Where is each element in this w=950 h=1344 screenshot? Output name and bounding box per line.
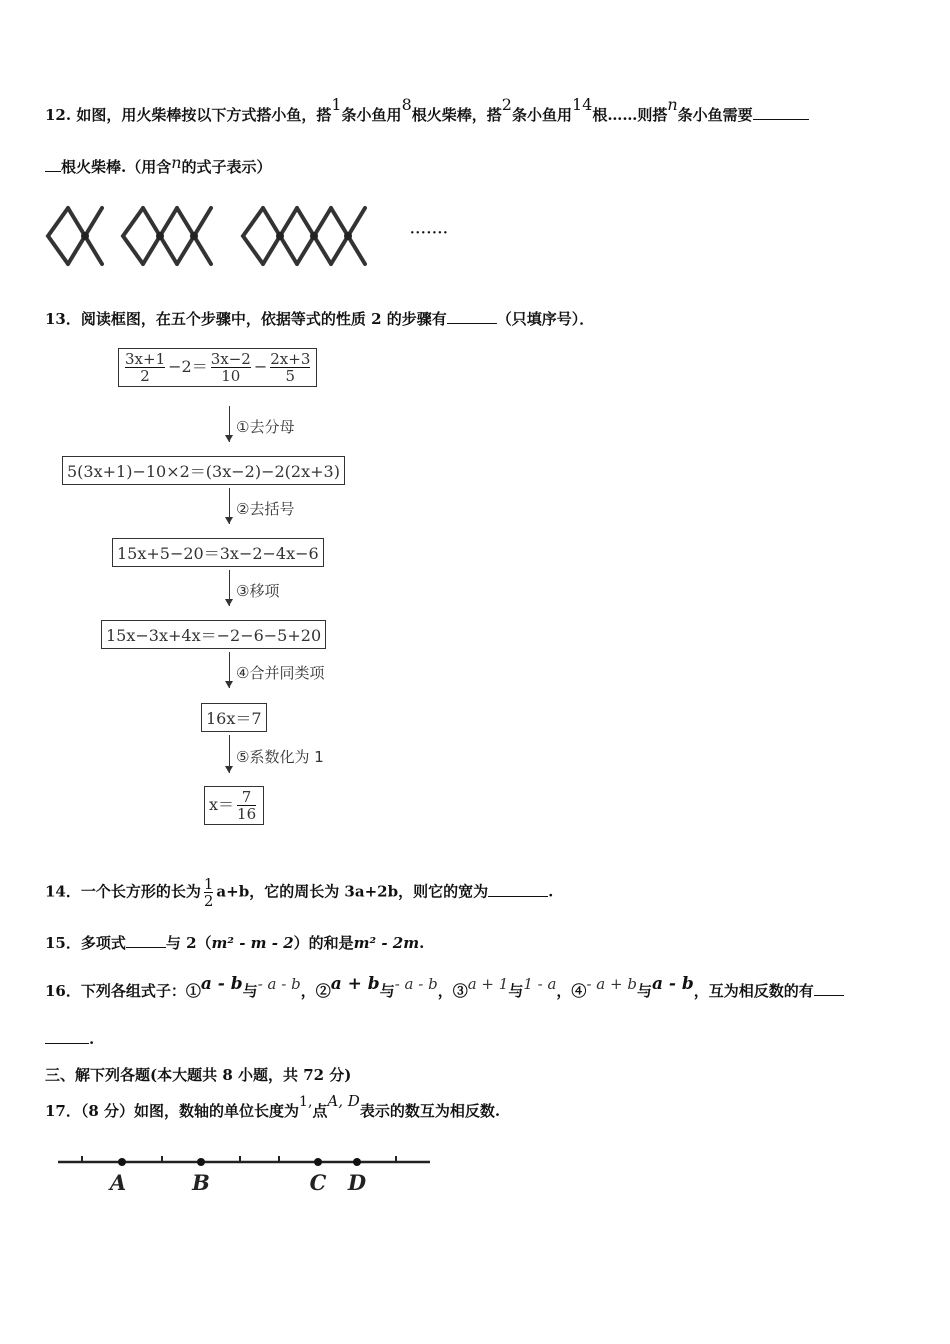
answer-blank[interactable] xyxy=(488,895,548,897)
flow-box-2: 5(3x+1)−10×2＝(3x−2)−2(2x+3) xyxy=(62,456,345,485)
answer-blank[interactable] xyxy=(814,994,844,996)
question-13: 13．阅读框图，在五个步骤中，依据等式的性质 2 的步骤有 （只填序号）． xyxy=(45,310,595,328)
point-label-d: D xyxy=(347,1170,367,1195)
flow-box-5: 16x＝7 xyxy=(201,703,267,732)
fraction-one-half: $\frac{1}{2}$ xyxy=(203,875,214,910)
flow-arrow-1 xyxy=(224,406,236,442)
question-16-line2: . xyxy=(45,1030,94,1048)
flow-box-3: 15x+5−20＝3x−2−4x−6 xyxy=(112,538,324,567)
flow-step-2: ②去括号 xyxy=(236,500,295,518)
question-17: 17．（8 分）如图，数轴的单位长度为1,点A, D表示的数互为相反数. xyxy=(45,1092,501,1120)
number-line xyxy=(50,1148,440,1198)
point-label-b: B xyxy=(192,1170,210,1195)
flow-step-1: ①去分母 xyxy=(236,418,295,436)
flow-box-1: $\frac{3x+1}{2}$ −2＝ $\frac{3x-2}{10}$ − $\frac{2x+3}{5}$ xyxy=(118,348,317,387)
answer-blank[interactable] xyxy=(126,946,166,948)
question-12-line2: 根火柴棒.（用含n的式子表示） xyxy=(45,156,272,177)
answer-blank[interactable] xyxy=(753,118,809,120)
flow-arrow-2 xyxy=(224,488,236,524)
question-12-line1: 12. 如图，用火柴棒按以下方式搭小鱼，搭1条小鱼用8根火柴棒，搭2条小鱼用14根……则搭n条小鱼需要 xyxy=(45,104,809,125)
point-label-a: A xyxy=(109,1170,127,1195)
flow-step-4: ④合并同类项 xyxy=(236,664,325,682)
question-14: 14．一个长方形的长为 $\frac{1}{2}$ a+b，它的周长为 3a+2b，则它的宽为 . xyxy=(45,875,554,910)
flow-box-6: x＝ $\frac{7}{16}$ xyxy=(204,786,264,825)
flow-box-4: 15x−3x+4x＝−2−6−5+20 xyxy=(101,620,326,649)
section-3-heading: 三、解下列各题(本大题共 8 小题，共 72 分) xyxy=(45,1066,352,1084)
flow-step-5: ⑤系数化为 1 xyxy=(236,748,324,766)
answer-blank-continued[interactable] xyxy=(45,170,61,172)
continuation-dots: ······· xyxy=(410,226,449,241)
point-a xyxy=(118,1158,126,1166)
flow-arrow-3 xyxy=(224,570,236,606)
matchstick-fish-figure xyxy=(40,200,460,275)
point-c xyxy=(314,1158,322,1166)
answer-blank[interactable] xyxy=(447,322,497,324)
flow-arrow-4 xyxy=(224,652,236,688)
answer-blank-continued[interactable] xyxy=(45,1042,89,1044)
fish-1 xyxy=(48,208,102,264)
question-16-line1: 16．下列各组式子：①a - b与- a - b，②a + b与- a - b，③a + 1与1 - a，④- a + b与a - b，互为相反数的有 xyxy=(45,980,844,1001)
flow-arrow-5 xyxy=(224,735,236,773)
flow-step-3: ③移项 xyxy=(236,582,280,600)
point-b xyxy=(197,1158,205,1166)
question-15: 15．多项式 与 2（m² - m - 2）的和是m² - 2m. xyxy=(45,934,425,952)
point-d xyxy=(353,1158,361,1166)
point-label-c: C xyxy=(309,1170,327,1195)
